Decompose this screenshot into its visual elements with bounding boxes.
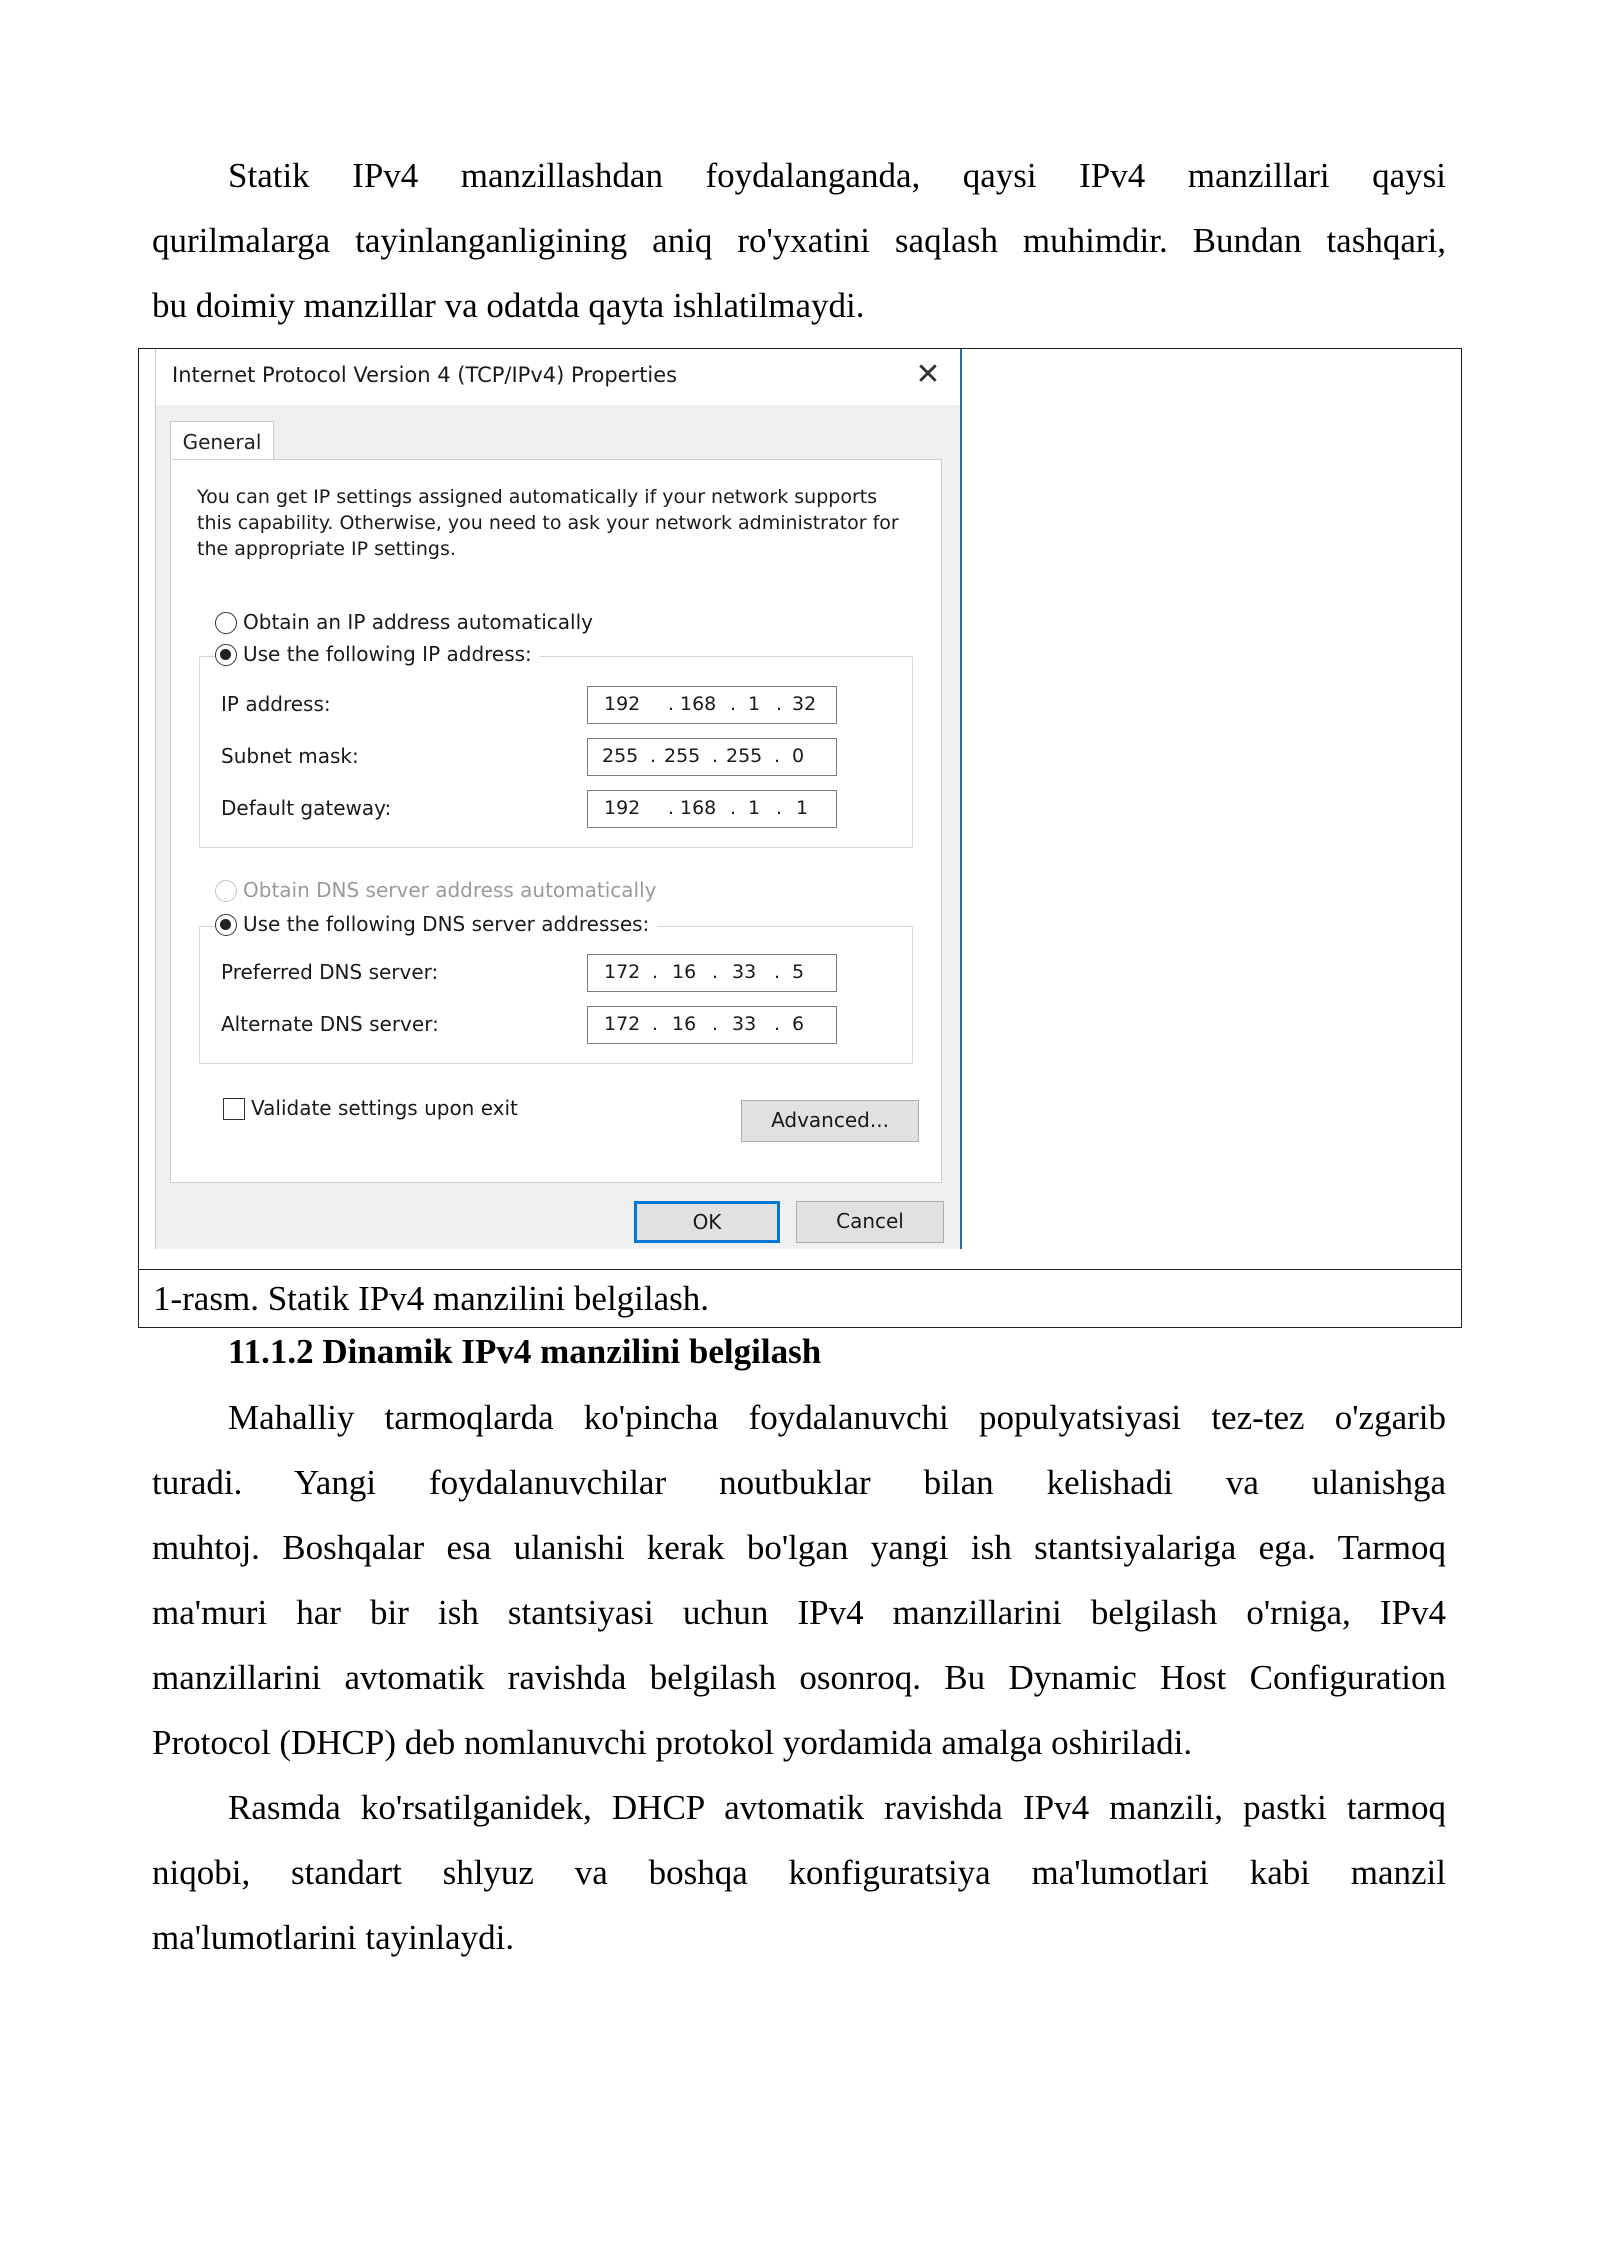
octet: 192 [604, 693, 641, 715]
tab-general[interactable]: General [170, 421, 274, 461]
octet: 172 [604, 961, 641, 983]
octet: 16 [672, 1013, 697, 1035]
octet: 1 [796, 797, 809, 819]
paragraph-line: manzillarini avtomatik ravishda belgilash osonroq. Bu Dynamic Host Configuration [152, 1658, 1446, 1697]
default-gateway-label: Default gateway: [221, 796, 392, 820]
advanced-button[interactable]: Advanced... [741, 1100, 919, 1142]
octet: 168 [680, 693, 717, 715]
use-following-ip-radio[interactable] [215, 642, 540, 666]
subnet-mask-label: Subnet mask: [221, 744, 359, 768]
figure-caption: 1-rasm. Statik IPv4 manzilini belgilash. [153, 1279, 710, 1318]
close-icon[interactable]: ✕ [915, 357, 941, 392]
ipv4-properties-dialog [155, 349, 962, 1249]
paragraph-line: niqobi, standart shlyuz va boshqa konfiguratsiya ma'lumotlari kabi manzil [152, 1853, 1446, 1892]
octet: 255 [602, 745, 639, 767]
octet: 192 [604, 797, 641, 819]
paragraph-line: ma'lumotlarini tayinlaydi. [152, 1918, 515, 1957]
radio-disabled-icon [215, 880, 237, 902]
figure-image-cell [139, 349, 1461, 1270]
octet: 32 [792, 693, 817, 715]
alternate-dns-label: Alternate DNS server: [221, 1012, 439, 1036]
ip-address-label: IP address: [221, 692, 331, 716]
radio-checked-icon [215, 914, 237, 936]
validate-settings-label: Validate settings upon exit [251, 1096, 518, 1120]
radio-unchecked-icon [215, 612, 237, 634]
paragraph-line: Statik IPv4 manzillashdan foydalanganda, qaysi IPv4 manzillari qaysi [228, 156, 1446, 195]
octet: 168 [680, 797, 717, 819]
paragraph-dhcp [152, 1775, 1446, 1970]
octet: 6 [792, 1013, 805, 1035]
preferred-dns-field[interactable]: 172 . 16 . 33 . 5 [587, 954, 837, 992]
octet: 33 [732, 1013, 757, 1035]
paragraph-line: bu doimiy manzillar va odatda qayta ishlatilmaydi. [152, 286, 865, 325]
dialog-titlebar [156, 349, 960, 405]
octet: 0 [792, 745, 805, 767]
cancel-button[interactable]: Cancel [796, 1201, 944, 1243]
octet: 5 [792, 961, 805, 983]
paragraph-dynamic [152, 1385, 1446, 1775]
use-following-dns-label: Use the following DNS server addresses: [243, 912, 650, 936]
obtain-dns-auto-radio[interactable] [215, 878, 657, 902]
alternate-dns-field[interactable]: 172 . 16 . 33 . 6 [587, 1006, 837, 1044]
section-heading: 11.1.2 Dinamik IPv4 manzilini belgilash [228, 1332, 822, 1371]
general-panel [170, 459, 942, 1183]
obtain-ip-auto-radio[interactable] [215, 610, 593, 634]
figure-table [138, 348, 1462, 1328]
octet: 255 [726, 745, 763, 767]
intro-paragraph [152, 143, 1446, 338]
obtain-ip-auto-label: Obtain an IP address automatically [243, 610, 594, 634]
validate-settings-checkbox[interactable] [223, 1096, 518, 1120]
octet: 172 [604, 1013, 641, 1035]
obtain-dns-auto-label: Obtain DNS server address automatically [243, 878, 657, 902]
ip-address-field[interactable]: 192 . 168 . 1 . 32 [587, 686, 837, 724]
radio-checked-icon [215, 644, 237, 666]
checkbox-unchecked-icon [223, 1098, 245, 1120]
paragraph-line: Protocol (DHCP) deb nomlanuvchi protokol yordamida amalga oshiriladi. [152, 1723, 1193, 1762]
octet: 1 [748, 693, 761, 715]
subnet-mask-field[interactable]: 255 . 255 . 255 . 0 [587, 738, 837, 776]
default-gateway-field[interactable]: 192 . 168 . 1 . 1 [587, 790, 837, 828]
octet: 1 [748, 797, 761, 819]
paragraph-line: qurilmalarga tayinlanganligining aniq ro'yxatini saqlash muhimdir. Bundan tashqari, [152, 221, 1446, 260]
use-following-dns-radio[interactable] [215, 912, 657, 936]
dialog-intro-text: You can get IP settings assigned automatically if your network supports this capability. Otherwise, you need to ask your network administrator for the appropriate IP settings. [197, 486, 899, 560]
preferred-dns-label: Preferred DNS server: [221, 960, 439, 984]
octet: 33 [732, 961, 757, 983]
octet: 255 [664, 745, 701, 767]
use-following-ip-label: Use the following IP address: [243, 642, 532, 666]
dialog-title: Internet Protocol Version 4 (TCP/IPv4) Properties [172, 363, 678, 387]
ok-button[interactable]: OK [634, 1201, 780, 1243]
octet: 16 [672, 961, 697, 983]
paragraph-line: Mahalliy tarmoqlarda ko'pincha foydalanuvchi populyatsiyasi tez-tez o'zgarib [228, 1398, 1446, 1437]
paragraph-line: ma'muri har bir ish stantsiyasi uchun IPv4 manzillarini belgilash o'rniga, IPv4 [152, 1593, 1446, 1632]
paragraph-line: turadi. Yangi foydalanuvchilar noutbuklar bilan kelishadi va ulanishga [152, 1463, 1446, 1502]
paragraph-line: Rasmda ko'rsatilganidek, DHCP avtomatik ravishda IPv4 manzili, pastki tarmoq [228, 1788, 1446, 1827]
paragraph-line: muhtoj. Boshqalar esa ulanishi kerak bo'lgan yangi ish stantsiyalariga ega. Tarmoq [152, 1528, 1446, 1567]
